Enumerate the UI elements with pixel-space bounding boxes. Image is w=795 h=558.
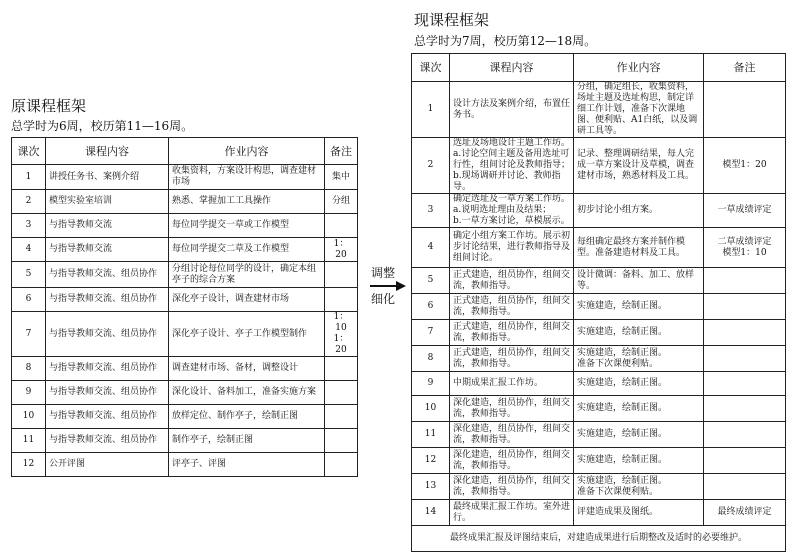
table-row <box>412 268 786 294</box>
header-content: 课程内容 <box>450 54 574 82</box>
header-lesson: 课次 <box>12 138 46 165</box>
lesson-number: 9 <box>12 381 46 405</box>
arrow-label <box>366 265 400 281</box>
table-header-row <box>12 138 358 165</box>
lesson-note <box>704 82 786 138</box>
header-work: 作业内容 <box>169 138 325 165</box>
work-content: 实施建造，绘制正图。 <box>574 422 704 448</box>
lesson-number: 7 <box>12 312 46 357</box>
lesson-number: 5 <box>12 262 46 288</box>
lesson-content: 模型实验室培训 <box>46 190 169 214</box>
table-row <box>12 405 358 429</box>
lesson-note <box>704 474 786 500</box>
lesson-number: 2 <box>412 138 450 194</box>
work-content: 实施建造，绘制正图。 <box>574 320 704 346</box>
lesson-note: 集中 <box>325 165 358 190</box>
table-row <box>412 448 786 474</box>
lesson-number: 6 <box>12 288 46 312</box>
lesson-number: 11 <box>412 422 450 448</box>
lesson-number: 14 <box>412 500 450 526</box>
lesson-note: 一草成绩评定 <box>704 194 786 228</box>
work-content: 分组，确定组长，收集资料，场址主题及选址构思，制定详细工作计划，准备下次课地图、便利贴、A1白纸，以及调研工具等。 <box>574 82 704 138</box>
lesson-content: 与指导教师交流、组员协作 <box>46 288 169 312</box>
lesson-number: 12 <box>12 453 46 477</box>
lesson-number: 5 <box>412 268 450 294</box>
table-row <box>12 165 358 190</box>
lesson-number: 4 <box>412 228 450 268</box>
lesson-note <box>704 320 786 346</box>
lesson-content: 选址及场地设计主题工作坊。 a.讨论空间主题及备用选址可行性，组间讨论及教师指导； b.现场调研并讨论、教师指导。 <box>450 138 574 194</box>
lesson-note: 1：10 1：20 <box>325 312 358 357</box>
lesson-note <box>704 346 786 372</box>
work-content: 深化亭子设计，调查建材市场 <box>169 288 325 312</box>
lesson-number: 10 <box>12 405 46 429</box>
work-content: 收集资料，方案设计构思，调查建材市场 <box>169 165 325 190</box>
lesson-number: 2 <box>12 190 46 214</box>
table-row <box>12 238 358 262</box>
right-arrow-icon <box>370 281 406 291</box>
lesson-note <box>325 429 358 453</box>
lesson-content: 与指导教师交流、组员协作 <box>46 357 169 381</box>
lesson-note: 最终成绩评定 <box>704 500 786 526</box>
work-content: 放样定位、制作亭子，绘制正图 <box>169 405 325 429</box>
lesson-note <box>325 357 358 381</box>
table-row <box>12 381 358 405</box>
lesson-number: 12 <box>412 448 450 474</box>
lesson-content: 设计方法及案例介绍，布置任务书。 <box>450 82 574 138</box>
lesson-note <box>704 448 786 474</box>
table-row <box>412 396 786 422</box>
new-framework-table <box>411 53 786 552</box>
work-content: 深化亭子设计、亭子工作模型制作 <box>169 312 325 357</box>
lesson-note <box>325 288 358 312</box>
lesson-number: 10 <box>412 396 450 422</box>
work-content: 实施建造，绘制正图。 <box>574 294 704 320</box>
header-note: 备注 <box>325 138 358 165</box>
work-content: 每组确定最终方案并制作模型。准备建造材料及工具。 <box>574 228 704 268</box>
arrow-label-2 <box>366 291 400 307</box>
lesson-content: 最终成果汇报工作坊。室外进行。 <box>450 500 574 526</box>
lesson-content: 正式建造，组员协作，组间交流，教师指导。 <box>450 294 574 320</box>
table-row <box>12 262 358 288</box>
table-row <box>412 82 786 138</box>
lesson-number: 6 <box>412 294 450 320</box>
lesson-content: 深化建造，组员协作，组间交流，教师指导。 <box>450 448 574 474</box>
table-row <box>412 372 786 396</box>
lesson-content: 正式建造，组员协作，组间交流，教师指导。 <box>450 346 574 372</box>
work-content: 深化设计、备料加工，准备实施方案 <box>169 381 325 405</box>
table-row <box>412 346 786 372</box>
header-lesson: 课次 <box>412 54 450 82</box>
work-content: 分组讨论每位同学的设计，确定本组亭子的综合方案 <box>169 262 325 288</box>
work-content: 评亭子、评图 <box>169 453 325 477</box>
lesson-note <box>325 381 358 405</box>
table-row <box>412 500 786 526</box>
old-framework-table <box>11 137 358 477</box>
lesson-number: 1 <box>12 165 46 190</box>
lesson-number: 7 <box>412 320 450 346</box>
lesson-number: 1 <box>412 82 450 138</box>
table-row <box>412 320 786 346</box>
lesson-number: 3 <box>12 214 46 238</box>
lesson-note: 分组 <box>325 190 358 214</box>
table-row <box>412 138 786 194</box>
lesson-content: 确定选址及一草方案工作坊。 a.说明选址理由及结果； b.一草方案讨论，草模展示。 <box>450 194 574 228</box>
lesson-content: 与指导教师交流、组员协作 <box>46 312 169 357</box>
new-framework-title: 现课程框架 <box>414 11 490 29</box>
work-content: 实施建造，绘制正图。 准备下次课便利贴。 <box>574 346 704 372</box>
table-row <box>412 422 786 448</box>
lesson-note <box>704 268 786 294</box>
table-row <box>412 294 786 320</box>
table-footer-note: 最终成果汇报及评图结束后，对建造成果进行后期整改及适时的必要维护。 <box>412 526 786 552</box>
lesson-content: 正式建造，组员协作，组间交流，教师指导。 <box>450 268 574 294</box>
work-content: 实施建造，绘制正图。 <box>574 372 704 396</box>
lesson-note <box>704 396 786 422</box>
table-row <box>12 453 358 477</box>
new-framework-subtitle: 总学时为7周，校历第12—18周。 <box>414 34 597 48</box>
lesson-note <box>325 453 358 477</box>
lesson-content: 与指导教师交流、组员协作 <box>46 381 169 405</box>
lesson-content: 正式建造，组员协作，组间交流，教师指导。 <box>450 320 574 346</box>
lesson-note <box>704 422 786 448</box>
work-content: 设计微调：备料、加工、放样等。 <box>574 268 704 294</box>
table-row <box>12 357 358 381</box>
lesson-note: 二草成绩评定 模型1：10 <box>704 228 786 268</box>
lesson-number: 11 <box>12 429 46 453</box>
work-content: 记录、整理调研结果，每人完成一草方案设计及草模，调查建材市场，熟悉材料及工具。 <box>574 138 704 194</box>
lesson-content: 讲授任务书、案例介绍 <box>46 165 169 190</box>
table-row <box>12 190 358 214</box>
table-row <box>12 288 358 312</box>
lesson-number: 3 <box>412 194 450 228</box>
lesson-content: 与指导教师交流、组员协作 <box>46 429 169 453</box>
lesson-note: 1：20 <box>325 238 358 262</box>
table-row <box>412 194 786 228</box>
lesson-content: 深化建造，组员协作，组间交流，教师指导。 <box>450 396 574 422</box>
arrow-label-line1: 调整 <box>370 266 395 280</box>
lesson-number: 9 <box>412 372 450 396</box>
lesson-number: 4 <box>12 238 46 262</box>
lesson-content: 与指导教师交流、组员协作 <box>46 262 169 288</box>
work-content: 初步讨论小组方案。 <box>574 194 704 228</box>
table-header-row <box>412 54 786 82</box>
lesson-number: 8 <box>12 357 46 381</box>
lesson-note <box>325 262 358 288</box>
lesson-content: 与指导教师交流 <box>46 214 169 238</box>
work-content: 制作亭子，绘制正图 <box>169 429 325 453</box>
work-content: 实施建造，绘制正图。 <box>574 396 704 422</box>
lesson-content: 中期成果汇报工作坊。 <box>450 372 574 396</box>
table-row <box>12 214 358 238</box>
table-row <box>12 312 358 357</box>
work-content: 每位同学提交一草或工作模型 <box>169 214 325 238</box>
header-note: 备注 <box>704 54 786 82</box>
lesson-number: 8 <box>412 346 450 372</box>
work-content: 实施建造，绘制正图。 准备下次课便利贴。 <box>574 474 704 500</box>
work-content: 熟悉、掌握加工工具操作 <box>169 190 325 214</box>
lesson-note: 模型1：20 <box>704 138 786 194</box>
lesson-note <box>325 405 358 429</box>
lesson-content: 深化建造，组员协作，组间交流，教师指导。 <box>450 422 574 448</box>
lesson-content: 公开评图 <box>46 453 169 477</box>
work-content: 评建造成果及图纸。 <box>574 500 704 526</box>
table-row <box>12 429 358 453</box>
lesson-content: 与指导教师交流 <box>46 238 169 262</box>
old-framework-title: 原课程框架 <box>11 97 87 115</box>
work-content: 每位同学提交二草及工作模型 <box>169 238 325 262</box>
header-work: 作业内容 <box>574 54 704 82</box>
header-content: 课程内容 <box>46 138 169 165</box>
lesson-note <box>704 372 786 396</box>
lesson-note <box>325 214 358 238</box>
table-row <box>412 228 786 268</box>
table-row <box>412 474 786 500</box>
arrow-label-line2: 细化 <box>370 292 395 306</box>
lesson-note <box>704 294 786 320</box>
work-content: 实施建造，绘制正图。 <box>574 448 704 474</box>
lesson-content: 与指导教师交流、组员协作 <box>46 405 169 429</box>
old-framework-subtitle: 总学时为6周，校历第11—16周。 <box>11 119 194 133</box>
lesson-content: 确定小组方案工作坊。展示初步讨论结果，进行教师指导及组间讨论。 <box>450 228 574 268</box>
lesson-number: 13 <box>412 474 450 500</box>
work-content: 调查建材市场、备材，调整设计 <box>169 357 325 381</box>
lesson-content: 深化建造，组员协作，组间交流，教师指导。 <box>450 474 574 500</box>
